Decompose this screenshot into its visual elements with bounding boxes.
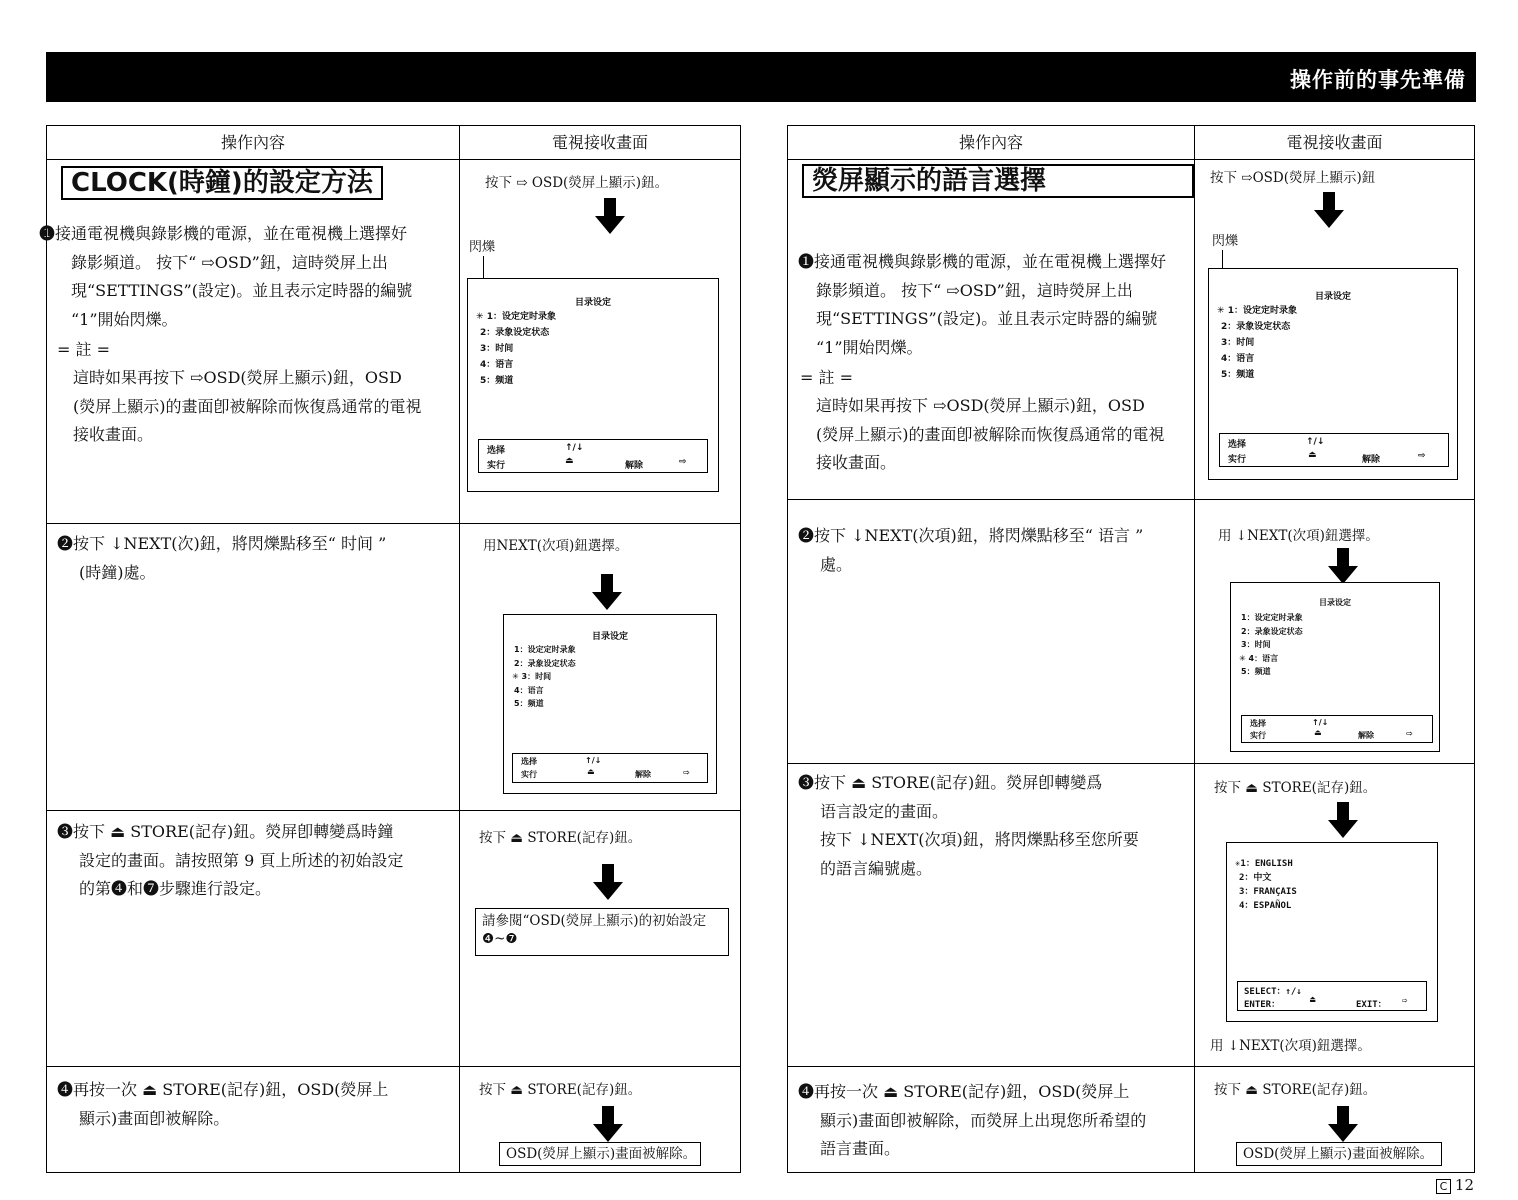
menu-item: 3：时间: [1241, 640, 1271, 649]
menu-item: 1：设定定时录象: [1241, 613, 1303, 622]
left-row-divider-2: [47, 810, 740, 811]
section-title-language: 熒屏顯示的語言選擇: [802, 164, 1194, 198]
down-arrow-icon: [593, 864, 623, 900]
left-step4-text: ❹再按一次 ⏏ STORE(記存)鈕，OSD(熒屏上 顯示)畫面卽被解除。: [57, 1080, 389, 1128]
down-arrow-icon: [595, 198, 625, 234]
left-col-header-operation: 操作內容: [47, 126, 459, 160]
store-icon: ⏏: [565, 456, 574, 466]
down-arrow-icon: [1328, 1106, 1358, 1142]
menu-item: ✳ 1：设定定时录象: [476, 312, 556, 322]
language-option: ✳1：ENGLISH: [1235, 859, 1293, 869]
left-screen2-menu: 目录设定 1：设定定时录象 2：录象设定状态 ✳ 3：时间 4：语言 5：频道 选择 ↑/↓ 实行 ⏏ 解除 ⇨: [503, 614, 717, 794]
osd-button-icon: ⇨: [1418, 451, 1426, 461]
left-step3-text: ❸按下 ⏏ STORE(記存)鈕。熒屏卽轉變爲時鐘 設定的畫面。請按照第 9 頁上所述的初始設定 的第❹和❼步驟進行設定。: [57, 822, 404, 898]
down-arrow-icon: [593, 1106, 623, 1142]
menu-item: ✳ 1：设定定时录象: [1217, 306, 1297, 316]
right-col-header-screen: 電視接收畫面: [1194, 126, 1475, 160]
page-number: C 12: [1436, 1176, 1474, 1194]
right-step3-text: ❸按下 ⏏ STORE(記存)鈕。熒屏卽轉變爲 语言設定的畫面。 按下 ↓NEXT(次項)鈕，將閃爍點移至您所要 的語言編號處。: [798, 773, 1139, 878]
flash-sparkle-icon: ✳: [476, 312, 484, 322]
menu-item: 5：频道: [480, 376, 514, 386]
right-flash-label: 閃爍: [1212, 234, 1239, 249]
right-row-divider-3: [788, 1066, 1474, 1067]
menu-control-box: 选择 ↑/↓ 实行 ⏏ 解除 ⇨: [1219, 433, 1449, 467]
right-screen4-note: OSD(熒屏上顯示)畫面被解除。: [1236, 1142, 1442, 1166]
right-col-header-operation: 操作內容: [788, 126, 1194, 160]
menu-item: 5：频道: [1221, 370, 1255, 380]
flash-sparkle-icon: ✳: [1217, 306, 1225, 316]
right-screen1-caption: 按下 ⇨OSD(熒屏上顯示)鈕: [1210, 170, 1376, 186]
menu-control-box: 选择 ↑/↓ 实行 ⏏ 解除 ⇨: [1241, 715, 1433, 743]
store-icon: ⏏: [1308, 450, 1317, 460]
right-screen2-caption: 用 ↓NEXT(次項)鈕選擇。: [1218, 528, 1379, 544]
left-screen3-caption: 按下 ⏏ STORE(記存)鈕。: [479, 830, 642, 846]
right-column-divider: [1194, 126, 1195, 1172]
left-screen1-caption: 按下 ⇨ OSD(熒屏上顯示)鈕。: [485, 175, 669, 191]
menu-control-box: 选择 ↑/↓ 实行 ⏏ 解除 ⇨: [478, 439, 708, 473]
flash-sparkle-icon: ✳: [1235, 859, 1241, 869]
menu-item: ✳ 3：时间: [512, 672, 552, 681]
osd-button-icon: ⇨: [683, 768, 690, 777]
right-screen3-after: 用 ↓NEXT(次項)鈕選擇。: [1210, 1038, 1371, 1054]
right-step2-text: ❷按下 ↓NEXT(次項)鈕，將閃爍點移至“ 语言 ” 處。: [798, 526, 1144, 574]
header-bar: [46, 52, 1476, 102]
flash-sparkle-icon: ✳: [1239, 653, 1246, 663]
c-mark-icon: C: [1436, 1179, 1451, 1194]
flash-sparkle-icon: ✳: [512, 672, 519, 681]
menu-item: 2：录象设定状态: [1241, 626, 1303, 636]
left-note-label: = 註 =: [57, 340, 110, 359]
page-header-title: 操作前的事先準備: [1290, 68, 1466, 92]
left-row-divider-1: [47, 523, 740, 524]
language-control-box: SELECT：↑/↓ ENTER： ⏏ EXIT： ⇨: [1237, 981, 1427, 1011]
osd-button-icon: ⇨: [1402, 996, 1408, 1006]
right-note-label: = 註 =: [800, 368, 853, 387]
right-screen4-caption: 按下 ⏏ STORE(記存)鈕。: [1214, 1082, 1377, 1098]
right-screen1-menu: 目录设定 ✳ 1：设定定时录象 2：录象设定状态 3：时间 4：语言 5：频道 选择 ↑/↓ 实行 ⏏ 解除 ⇨: [1208, 268, 1458, 480]
right-step1-text: ❶接通電視機與錄影機的電源，並在電視機上選擇好 錄影頻道。 按下“ ⇨OSD”鈕，這時熒屏上出 現“SETTINGS”(設定)。並且表示定時器的編號 “1”開始閃爍。: [798, 252, 1167, 357]
section-title-clock: CLOCK(時鐘)的設定方法: [61, 166, 383, 200]
left-step1-text: ❶接通電視機與錄影機的電源，並在電視機上選擇好 錄影頻道。 按下“ ⇨OSD”鈕，這時熒屏上出 現“SETTINGS”(設定)。並且表示定時器的編號 “1”開始閃爍。: [39, 224, 413, 329]
left-screen4-note: OSD(熒屏上顯示)畫面被解除。: [499, 1142, 701, 1166]
menu-item: 2：录象设定状态: [1221, 322, 1291, 332]
down-arrow-icon: [1328, 548, 1358, 584]
menu-item: 2：录象设定状态: [480, 328, 550, 338]
osd-button-icon: ⇨: [679, 457, 687, 467]
left-step2-text: ❷按下 ↓NEXT(次)鈕，將閃爍點移至“ 时间 ” (時鐘)處。: [57, 534, 387, 582]
right-row-divider-1: [788, 499, 1474, 500]
right-screen3-language-menu: [1226, 842, 1438, 1022]
menu-item: ✳ 4：语言: [1239, 653, 1279, 663]
right-screen3-caption: 按下 ⏏ STORE(記存)鈕。: [1214, 780, 1377, 796]
menu-control-box: 选择 ↑/↓ 实行 ⏏ 解除 ⇨: [512, 753, 708, 783]
left-panel: [39, 125, 741, 1173]
left-screen2-caption: 用NEXT(次項)鈕選擇。: [483, 538, 629, 554]
left-col-header-screen: 電視接收畫面: [459, 126, 741, 160]
down-arrow-icon: [1314, 192, 1344, 228]
language-option: 4：ESPAÑOL: [1239, 901, 1292, 911]
menu-item: 4：语言: [480, 360, 514, 370]
left-flash-label: 閃爍: [469, 240, 496, 255]
down-arrow-icon: [1328, 802, 1358, 838]
menu-item: 4：语言: [1221, 354, 1255, 364]
down-arrow-icon: [592, 574, 622, 610]
menu-item: 2：录象设定状态: [514, 658, 576, 668]
left-screen3-note: 請參閱“OSD(熒屏上顯示)的初始設定 ❹~❼: [475, 908, 729, 956]
language-option: 2：中文: [1239, 873, 1272, 883]
left-row-divider-3: [47, 1066, 740, 1067]
store-icon: ⏏: [1310, 995, 1316, 1005]
right-row-divider-2: [788, 763, 1474, 764]
right-note-text: 這時如果再按下 ⇨OSD(熒屏上顯示)鈕，OSD (熒屏上顯示)的畫面卽被解除而恢復爲通常的電視 接收畫面。: [816, 396, 1165, 472]
left-screen1-menu: 目录设定 ✳ 1：设定定时录象 2：录象设定状态 3：时间 4：语言 5：频道 选择 ↑/↓ 实行 ⏏ 解除 ⇨: [467, 278, 719, 492]
left-column-divider: [459, 126, 460, 1172]
left-note-text: 這時如果再按下 ⇨OSD(熒屏上顯示)鈕，OSD (熒屏上顯示)的畫面卽被解除而恢復爲通常的電視 接收畫面。: [73, 368, 422, 444]
menu-item: 5：频道: [1241, 667, 1271, 676]
menu-item: 1：设定定时录象: [514, 645, 576, 654]
right-panel: [787, 125, 1475, 1173]
right-step4-text: ❹再按一次 ⏏ STORE(記存)鈕，OSD(熒屏上 顯示)畫面卽被解除，而熒屏上出現您所希望的 語言畫面。: [798, 1082, 1147, 1158]
menu-item: 3：时间: [480, 344, 514, 354]
store-icon: ⏏: [587, 767, 595, 776]
left-screen4-caption: 按下 ⏏ STORE(記存)鈕。: [479, 1082, 642, 1098]
language-option: 3：FRANÇAIS: [1239, 887, 1297, 897]
menu-item: 3：时间: [1221, 338, 1255, 348]
right-screen2-menu: 目录设定 1：设定定时录象 2：录象设定状态 3：时间 ✳ 4：语言 5：频道 选择 ↑/↓ 实行 ⏏ 解除 ⇨: [1230, 582, 1440, 752]
menu-item: 5：频道: [514, 699, 544, 708]
menu-item: 4：语言: [514, 685, 544, 695]
osd-button-icon: ⇨: [1406, 729, 1413, 738]
store-icon: ⏏: [1314, 728, 1322, 737]
